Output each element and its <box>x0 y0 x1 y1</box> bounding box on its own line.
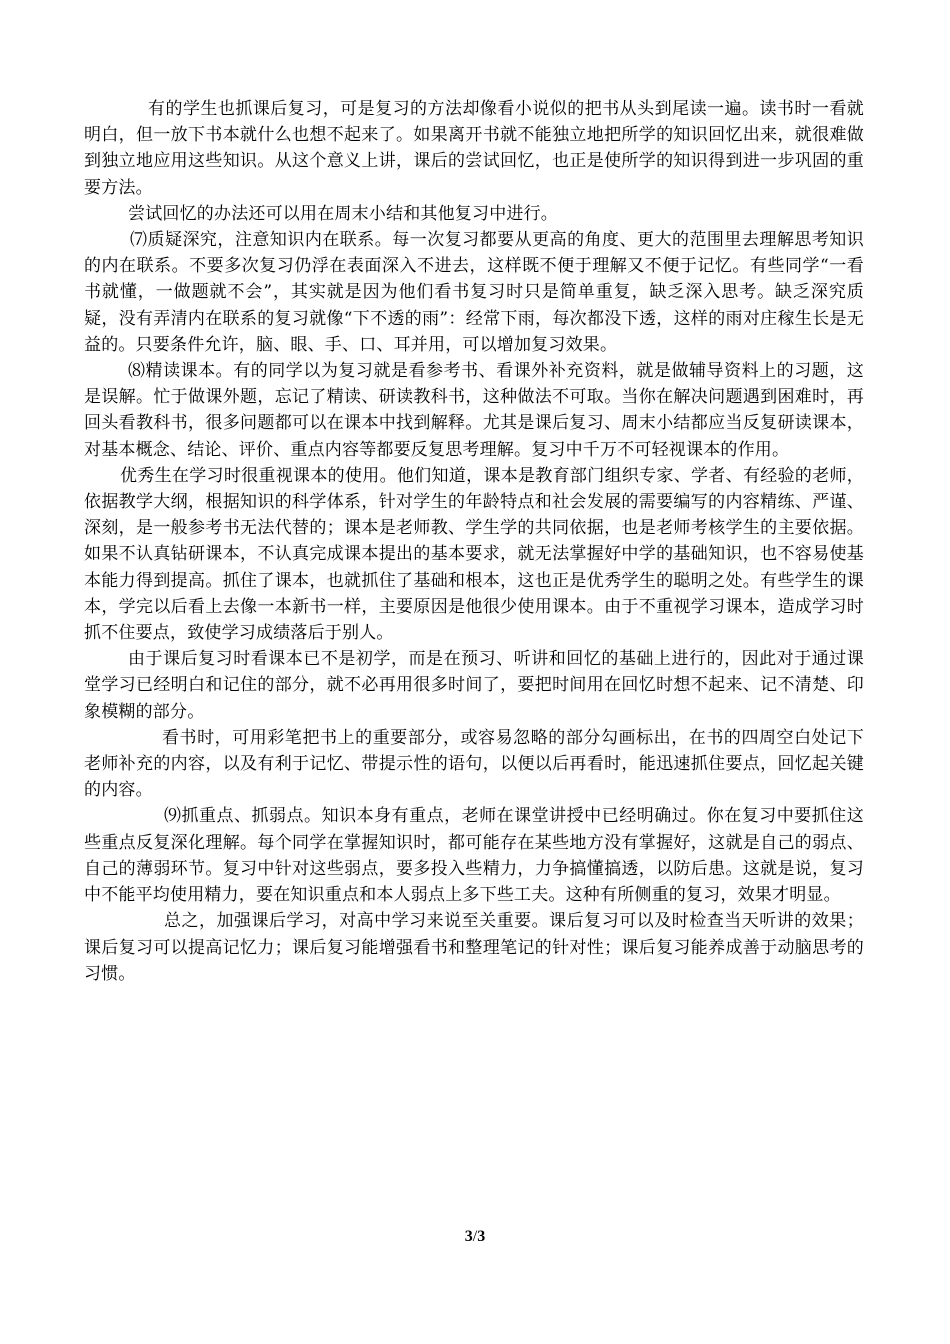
page-number-separator: / <box>472 1228 478 1245</box>
paragraph: 优秀生在学习时很重视课本的使用。他们知道，课本是教育部门组织专家、学者、有经验的老师，依据教学大纲，根据知识的科学体系，针对学生的年龄特点和社会发展的需要编写的内容精练、严谨、深刻，是一般参考书无法代替的；课本是老师教、学生学的共同依据，也是老师考核学生的主要依据。如果不认真钻研课本，不认真完成课本提出的基本要求，就无法掌握好中学的基础知识，也不容易使基本能力得到提高。抓住了课本，也就抓住了基础和根本，这也正是优秀学生的聪明之处。有些学生的课本，学完以后看上去像一本新书一样，主要原因是他很少使用课本。由于不重视学习课本，造成学习时抓不住要点，致使学习成绩落后于别人。 <box>84 465 864 644</box>
page-number-total: 3 <box>477 1228 486 1245</box>
paragraph: 尝试回忆的办法还可以用在周末小结和其他复习中进行。 <box>128 203 558 224</box>
paragraph: ⑼抓重点、抓弱点。知识本身有重点，老师在课堂讲授中已经明确过。你在复习中要抓住这些重点反复深化理解。每个同学在掌握知识时，都可能存在某些地方没有掌握好，这就是自己的弱点、自己的薄弱环节。复习中针对这些弱点，要多投入些精力，力争搞懂搞透，以防后患。这就是说，复习中不能平均使用精力，要在知识重点和本人弱点上多下些工夫。这种有所侧重的复习，效果才明显。 <box>84 806 864 906</box>
page-number <box>0 1228 950 1246</box>
paragraph: 有的学生也抓课后复习，可是复习的方法却像看小说似的把书从头到尾读一遍。读书时一看就明白，但一放下书本就什么也想不起来了。如果离开书就不能独立地把所学的知识回忆出来，就很难做到独立地应用这些知识。从这个意义上讲，课后的尝试回忆，也正是使所学的知识得到进一步巩固的重要方法。 <box>84 99 864 198</box>
paragraph: 由于课后复习时看课本已不是初学，而是在预习、听讲和回忆的基础上进行的，因此对于通过课堂学习已经明白和记住的部分，就不必再用很多时间了，要把时间用在回忆时想不起来、记不清楚、印象模糊的部分。 <box>84 649 864 722</box>
page-number-current: 3 <box>464 1228 473 1245</box>
document-body <box>84 96 864 987</box>
paragraph: ⑻精读课本。有的同学以为复习就是看参考书、看课外补充资料，就是做辅导资料上的习题，这是误解。忙于做课外题，忘记了精读、研读教科书，这种做法不可取。当你在解决问题遇到困难时，再回头看教科书，很多问题都可以在课本中找到解释。尤其是课后复习、周末小结都应当反复研读课本，对基本概念、结论、评价、重点内容等都要反复思考理解。复习中千万不可轻视课本的作用。 <box>84 361 864 460</box>
paragraph: 总之，加强课后学习，对高中学习来说至关重要。课后复习可以及时检查当天听讲的效果；课后复习可以提高记忆力；课后复习能增强看书和整理笔记的针对性；课后复习能养成善于动脑思考的习惯。 <box>84 911 864 984</box>
paragraph: 看书时，可用彩笔把书上的重要部分，或容易忽略的部分勾画标出，在书的四周空白处记下老师补充的内容，以及有利于记忆、带提示性的语句，以便以后再看时，能迅速抓住要点，回忆起关键的内容。 <box>84 727 864 801</box>
paragraph: ⑺质疑深究，注意知识内在联系。每一次复习都要从更高的角度、更大的范围里去理解思考知识的内在联系。不要多次复习仍浮在表面深入不进去，这样既不便于理解又不便于记忆。有些同学“一看书就懂，一做题就不会”，其实就是因为他们看书复习时只是简单重复，缺乏深入思考。缺乏深究质疑，没有弄清内在联系的复习就像“下不透的雨”：经常下雨，每次都没下透，这样的雨对庄稼生长是无益的。只要条件允许，脑、眼、手、口、耳并用，可以增加复习效果。 <box>84 230 864 355</box>
